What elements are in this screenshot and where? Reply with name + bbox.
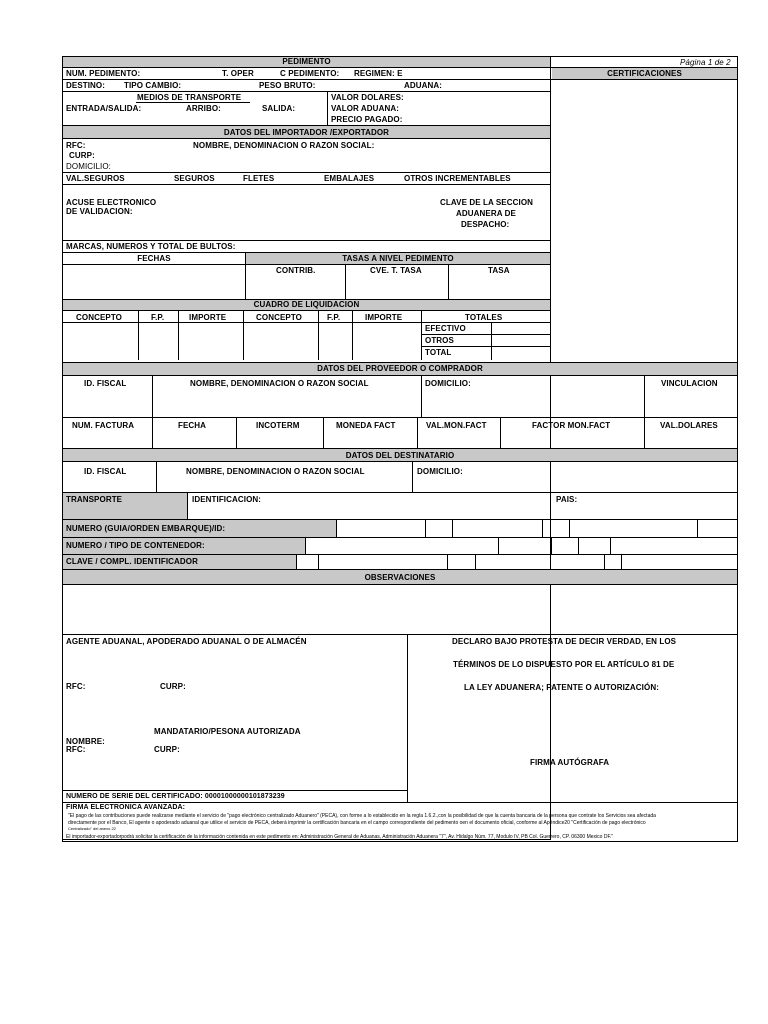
embalajes-label: EMBALAJES — [324, 174, 375, 183]
nota-peca-1: "El pago de las contribuciones puede realizarse mediante el servicio de "pago electrónico centralizado Aduanero" (PECA), con forme a lo establecido en la regla 1.6.2.,con la posibilidad de que la cuenta bancaria de la persona que contrate los Servicios sea afectada — [68, 813, 656, 819]
t-oper-label: T. OPER — [222, 69, 254, 78]
fp-2-label: F.P. — [327, 313, 341, 322]
concepto-1-label: CONCEPTO — [76, 313, 122, 322]
agente-rfc2-label: RFC: — [66, 745, 86, 754]
factor-mon-fact-label: FACTOR MON.FACT — [532, 421, 611, 430]
rfc-label: RFC: — [66, 141, 86, 150]
val-dolares-label: VAL.DOLARES — [660, 421, 718, 430]
proveedor-title: DATOS DEL PROVEEDOR O COMPRADOR — [317, 364, 483, 373]
page-indicator: Página 1 de 2 — [680, 58, 731, 67]
curp-label: CURP: — [69, 151, 95, 160]
otros-incrementables-label: OTROS INCREMENTABLES — [404, 174, 511, 183]
certificaciones-box — [551, 56, 738, 363]
precio-pagado-label: PRECIO PAGADO: — [331, 115, 403, 124]
medios-transporte-title: MEDIOS DE TRANSPORTE — [137, 93, 242, 102]
lower-full-box — [62, 362, 738, 842]
numero-contenedor-label: NUMERO / TIPO DE CONTENEDOR: — [66, 541, 205, 550]
agente-aduanal-title: AGENTE ADUANAL, APODERADO ADUANAL O DE ALMACÉN — [66, 637, 307, 646]
num-factura-label: NUM. FACTURA — [72, 421, 135, 430]
domicilio-label: DOMICILIO: — [66, 162, 112, 171]
aduana-label: ADUANA: — [404, 81, 443, 90]
nota-peca-2: directamente por el Banco, El agente o apoderado aduanal que utilice el servicio de PECA, deberá imprimir la certificación bancaria en el campo correspondiente del pedimento oen el documento oficial, conforme al Apéndice20 "Certificación de pago electrónico — [68, 820, 646, 826]
agente-curp2-label: CURP: — [154, 745, 180, 754]
mandatario-label: MANDATARIO/PESONA AUTORIZADA — [154, 727, 301, 736]
destinatario-title: DATOS DEL DESTINATARIO — [345, 451, 455, 460]
tasas-title: TASAS A NIVEL PEDIMENTO — [342, 254, 454, 263]
contrib-label: CONTRIB. — [276, 266, 316, 275]
marcas-label: MARCAS, NUMEROS Y TOTAL DE BULTOS: — [66, 242, 236, 251]
firma-electronica-label: FIRMA ELECTRONICA AVANZADA: — [66, 804, 186, 811]
nombre-label: NOMBRE: — [66, 737, 105, 746]
fletes-label: FLETES — [243, 174, 275, 183]
observaciones-title: OBSERVACIONES — [364, 573, 436, 582]
otros-label: OTROS — [425, 336, 454, 345]
arribo-label: ARRIBO: — [186, 104, 221, 113]
fp-1-label: F.P. — [151, 313, 165, 322]
valor-dolares-label: VALOR DOLARES: — [331, 93, 404, 102]
nota-certificacion: El importador-exportadorpodrá solicitar la certificación de la información contenida en este pedimento en: Administración General de Aduanas, Administración Aduanera "7", Av. Hidalgo Núm. 77, Modulo IV, PB Col. Guerrero, CP. 06300 Mexico DF." — [66, 834, 614, 840]
val-mon-fact-label: VAL.MON.FACT — [426, 421, 487, 430]
val-seguros-label: VAL.SEGUROS — [66, 174, 125, 183]
importe-2-label: IMPORTE — [365, 313, 403, 322]
cve-t-tasa-label: CVE. T. TASA — [370, 266, 422, 275]
concepto-2-label: CONCEPTO — [256, 313, 302, 322]
importe-1-label: IMPORTE — [189, 313, 227, 322]
clave-seccion-line2: ADUANERA DE — [456, 209, 516, 218]
pais-label: PAIS: — [556, 495, 578, 504]
peso-bruto-label: PESO BRUTO: — [259, 81, 316, 90]
tasa-label: TASA — [488, 266, 510, 275]
acuse-line1: ACUSE ELECTRONICO — [66, 198, 157, 207]
liquidacion-title: CUADRO DE LIQUIDACION — [253, 300, 360, 309]
importador-title: DATOS DEL IMPORTADOR /EXPORTADOR — [223, 128, 390, 137]
valor-aduana-label: VALOR ADUANA: — [331, 104, 399, 113]
clave-seccion-line3: DESPACHO: — [461, 220, 510, 229]
destinatario-id-fiscal-label: ID. FISCAL — [84, 467, 127, 476]
declaro-line3: LA LEY ADUANERA; PATENTE O AUTORIZACIÓN: — [464, 683, 659, 692]
declaro-line1: DECLARO BAJO PROTESTA DE DECIR VERDAD, EN LOS — [452, 637, 677, 646]
transporte-label: TRANSPORTE — [66, 495, 123, 504]
proveedor-nombre-label: NOMBRE, DENOMINACION O RAZON SOCIAL — [190, 379, 369, 388]
total-label: TOTAL — [425, 348, 452, 357]
destinatario-nombre-label: NOMBRE, DENOMINACION O RAZON SOCIAL — [186, 467, 365, 476]
proveedor-id-fiscal-label: ID. FISCAL — [84, 379, 127, 388]
agente-rfc-label: RFC: — [66, 682, 86, 691]
pedimento-title: PEDIMENTO — [282, 57, 331, 66]
acuse-line2: DE VALIDACION: — [66, 207, 133, 216]
declaro-line2: TÉRMINOS DE LO DISPUESTO POR EL ARTÍCULO 81 DE — [453, 660, 675, 669]
incoterm-label: INCOTERM — [256, 421, 300, 430]
clave-compl-label: CLAVE / COMPL. IDENTIFICADOR — [66, 557, 198, 566]
seguros-label: SEGUROS — [174, 174, 215, 183]
clave-seccion-line1: CLAVE DE LA SECCION — [440, 198, 534, 207]
agente-curp-label: CURP: — [160, 682, 186, 691]
numero-serie-certificado: NUMERO DE SERIE DEL CERTIFICADO: 00001000000101873239 — [66, 793, 285, 800]
fechas-label: FECHAS — [137, 254, 171, 263]
numero-guia-label: NUMERO (GUIA/ORDEN EMBARQUE)/ID: — [66, 524, 226, 533]
entrada-salida-label: ENTRADA/SALIDA: — [66, 104, 142, 113]
nombre-razon-label: NOMBRE, DENOMINACION O RAZON SOCIAL: — [193, 141, 375, 150]
c-pedimento-label: C PEDIMENTO: — [280, 69, 340, 78]
vinculacion-label: VINCULACION — [661, 379, 718, 388]
regimen-label: REGIMEN: E — [354, 69, 403, 78]
destinatario-domicilio-label: DOMICILIO: — [417, 467, 463, 476]
totales-label: TOTALES — [465, 313, 503, 322]
nota-peca-3: Centralizado" del anexo 22 — [68, 826, 116, 831]
proveedor-domicilio-label: DOMICILIO: — [425, 379, 471, 388]
destino-label: DESTINO: — [66, 81, 106, 90]
fecha-label: FECHA — [178, 421, 207, 430]
identificacion-label: IDENTIFICACION: — [192, 495, 262, 504]
moneda-fact-label: MONEDA FACT — [336, 421, 396, 430]
firma-autografa-label: FIRMA AUTÓGRAFA — [530, 758, 610, 767]
salida-label: SALIDA: — [262, 104, 296, 113]
efectivo-label: EFECTIVO — [425, 324, 466, 333]
num-pedimento-label: NUM. PEDIMENTO: — [66, 69, 141, 78]
tipo-cambio-label: TIPO CAMBIO: — [124, 81, 182, 90]
certificaciones-title: CERTIFICACIONES — [607, 69, 682, 78]
